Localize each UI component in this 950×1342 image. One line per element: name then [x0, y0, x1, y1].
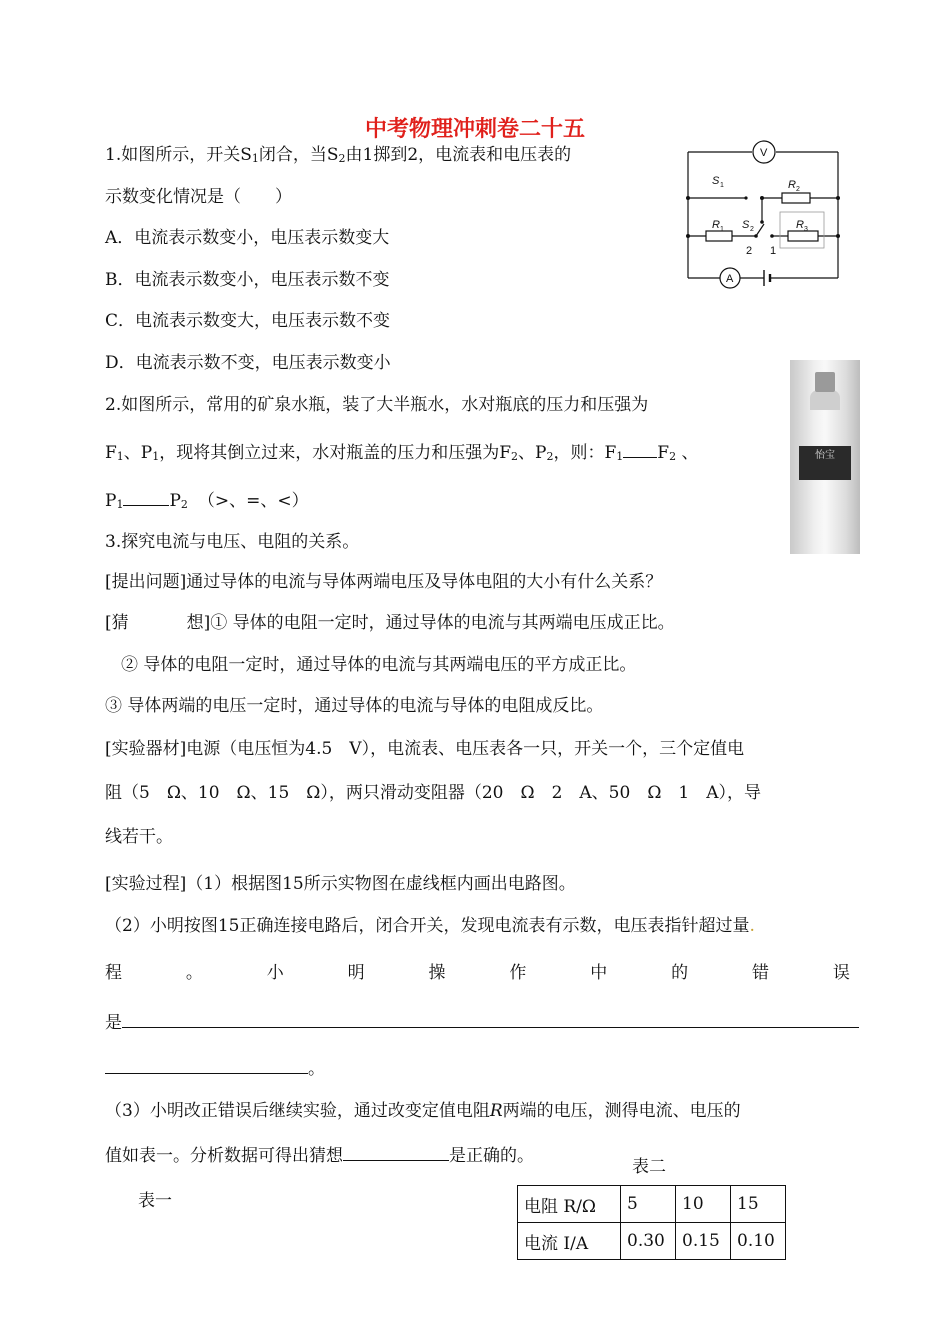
q2-line3 [105, 488, 309, 517]
q3-guess-text: 想]① 导体的电阻一定时，通过导体的电流与其两端电压成正比。 [186, 613, 675, 633]
q1-sub-s2: 2 [338, 152, 346, 165]
circuit-diagram [684, 140, 844, 292]
q2-sub: 2 [669, 450, 677, 463]
r3-label: R [796, 219, 804, 231]
q3-guess1 [105, 611, 675, 635]
q3-proc3 [105, 961, 850, 985]
s2-label: S [742, 219, 750, 231]
q3-word: 明 [347, 963, 365, 983]
q2-line2 [105, 440, 699, 469]
q3-proc6-text-b: 两端的电压，测得电流、电压的 [502, 1101, 741, 1121]
q2-sub: 2 [546, 450, 554, 463]
s1-sub: 1 [720, 182, 724, 189]
q3-proc4-text: 是 [105, 1013, 122, 1033]
table-cell: 0.30 [621, 1223, 676, 1260]
q3-word: 错 [752, 963, 769, 983]
q1-option-a: A．电流表示数变小，电压表示数变大 [105, 228, 390, 248]
q3-proc7 [105, 1143, 534, 1168]
table-cell: 10 [676, 1186, 731, 1223]
answer-blank-f[interactable] [623, 440, 657, 458]
r1-label: R [712, 219, 720, 231]
table-two [517, 1185, 786, 1260]
q3-equip3: 线若干。 [105, 827, 173, 847]
switch-position-2: 2 [746, 245, 753, 257]
q1-stem-line1 [105, 143, 571, 171]
q3-proc2-text: （2）小明按图15正确连接电路后，闭合开关，发现电流表有示数，电压表指针超过量 [105, 916, 750, 936]
table2-label: 表二 [632, 1157, 666, 1177]
answer-blank-error[interactable] [122, 1010, 859, 1028]
q1-text-b: 闭合，当S [258, 145, 339, 165]
q2-text: 、 [676, 443, 699, 463]
ammeter-label: A [726, 273, 734, 285]
q2-sub: 1 [116, 498, 124, 511]
q3-guess3: ③ 导体两端的电压一定时，通过导体的电流与导体的电阻成反比。 [105, 696, 604, 716]
table1-label: 表一 [138, 1191, 172, 1211]
q3-guess-label-a: [猜 [105, 613, 129, 633]
table-cell: 5 [621, 1186, 676, 1223]
q3-proc6 [105, 1099, 741, 1123]
q1-text-a: 1.如图所示，开关S [105, 145, 252, 165]
q2-f2: F [657, 443, 670, 463]
q3-word: 。 [185, 963, 203, 983]
table-row [518, 1186, 786, 1223]
q3-proc2 [105, 914, 755, 938]
q2-choices: （>、=、<） [197, 491, 309, 511]
q2-p2: P [169, 491, 181, 511]
q3-proc6-r: R [489, 1101, 503, 1121]
bottle-cap [815, 372, 835, 392]
voltmeter-label: V [760, 147, 768, 159]
q1-option-c: C．电流表示数变大，电压表示数不变 [105, 311, 391, 331]
table-cell: 电流 I/A [518, 1223, 621, 1260]
switch-position-1: 1 [770, 245, 777, 257]
q2-sub: 1 [116, 450, 124, 463]
q3-proc2-dot: . [749, 916, 755, 936]
r3-sub: 3 [804, 226, 808, 233]
q2-p2: 、P [518, 443, 547, 463]
table-cell: 15 [731, 1186, 786, 1223]
q2-sub: 2 [180, 498, 188, 511]
q3-proc7-text: 值如表一。分析数据可得出猜想 [105, 1146, 343, 1166]
q3-equip2: 阻（5 Ω、10 Ω、15 Ω），两只滑动变阻器（20 Ω 2 A、50 Ω 1 A），导 [105, 783, 762, 803]
answer-blank-p[interactable] [123, 488, 169, 506]
page-title: 中考物理冲刺卷二十五 [364, 117, 585, 142]
q3-word: 误 [832, 963, 850, 983]
q2-sub: 1 [616, 450, 624, 463]
answer-blank-error-cont[interactable] [105, 1056, 308, 1074]
q3-proc1: [实验过程]（1）根据图15所示实物图在虚线框内画出电路图。 [105, 874, 576, 894]
r1-sub: 1 [720, 226, 724, 233]
q3-word: 作 [509, 963, 527, 983]
q3-equip1: [实验器材]电源（电压恒为4.5 V），电流表、电压表各一只，开关一个，三个定值电 [105, 739, 745, 759]
q3-proc7-text-b: 是正确的。 [449, 1146, 534, 1166]
q3-proc5-end: 。 [308, 1059, 325, 1079]
s2-sub: 2 [750, 226, 754, 233]
q3-word: 操 [428, 963, 446, 983]
q1-stem-line2: 示数变化情况是（ ） [105, 187, 292, 207]
q3-proc6-text: （3）小明改正错误后继续实验，通过改变定值电阻 [105, 1101, 490, 1121]
q1-option-d: D．电流表示数不变，电压表示数变小 [105, 353, 391, 373]
q3-ask: [提出问题]通过导体的电流与导体两端电压及导体电阻的大小有什么关系？ [105, 572, 663, 592]
r2-label: R [788, 179, 796, 191]
table-row [518, 1223, 786, 1260]
q2-line1: 2.如图所示，常用的矿泉水瓶，装了大半瓶水，水对瓶底的压力和压强为 [105, 395, 649, 415]
q3-proc4 [105, 1010, 859, 1035]
q2-text: ，现将其倒立过来，水对瓶盖的压力和压强为F [159, 443, 512, 463]
table-cell: 0.10 [731, 1223, 786, 1260]
q2-p1: P [105, 491, 117, 511]
q2-p1: 、P [123, 443, 153, 463]
q3-word: 程 [105, 963, 122, 983]
q2-f1: F [105, 443, 117, 463]
q3-word: 小 [266, 963, 284, 983]
q1-text-c: 由1掷到2，电流表和电压表的 [345, 145, 572, 165]
q3-guess2: ② 导体的电阻一定时，通过导体的电流与其两端电压的平方成正比。 [121, 655, 637, 675]
q1-option-b: B．电流表示数变小，电压表示数不变 [105, 270, 390, 290]
q1-sub-s1: 1 [251, 152, 259, 165]
table-cell: 电阻 R/Ω [518, 1186, 621, 1223]
q3-line1: 3.探究电流与电压、电阻的关系。 [105, 532, 360, 552]
q2-sub: 2 [511, 450, 519, 463]
table-cell: 0.15 [676, 1223, 731, 1260]
s1-label: S [712, 175, 720, 187]
bottle-neck [810, 390, 840, 410]
q2-sub: 1 [152, 450, 160, 463]
r2-sub: 2 [796, 186, 800, 193]
answer-blank-guess[interactable] [343, 1143, 449, 1161]
q2-text: ，则：F [553, 443, 617, 463]
q3-word: 的 [671, 963, 689, 983]
bottle-label: 怡宝 [799, 446, 851, 480]
water-bottle-image [790, 360, 860, 554]
q3-word: 中 [590, 963, 608, 983]
q3-proc5 [105, 1056, 325, 1081]
